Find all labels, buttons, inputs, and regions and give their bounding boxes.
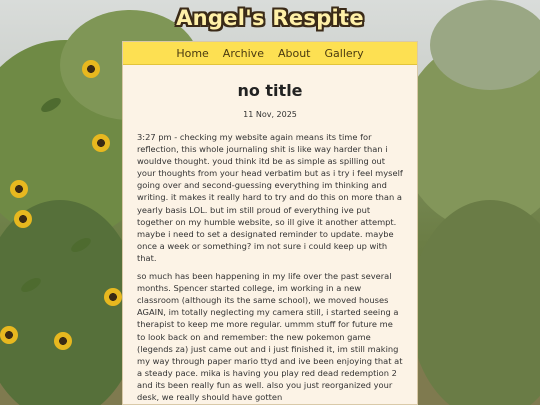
nav-home-link[interactable]: Home — [176, 46, 209, 60]
sunflower-icon — [10, 180, 28, 198]
site-title: Angel's Respite — [176, 6, 364, 30]
nav-gallery-link[interactable]: Gallery — [324, 46, 364, 60]
nav-about-link[interactable]: About — [277, 46, 311, 60]
sunflower-icon — [82, 60, 100, 78]
post-title: no title — [237, 81, 303, 100]
post-body — [123, 131, 417, 403]
post-date: 11 Nov, 2025 — [243, 110, 297, 119]
sunflower-icon — [92, 134, 110, 152]
sunflower-icon — [104, 288, 122, 306]
post-paragraph: 3:27 pm - checking my website again means its time for reflection, this whole journaling shit is like way harder than i wouldve thought. youd think itd be as simple as spilling out your thoughts from your head verbatim but as i try i feel myself going over and second-guessing everything im thinking and writing. it makes it really hard to try and do this on more than a yearly basis LOL. but im still proud of everything ive put together on my humble website, so ill give it another attempt. maybe i need to set a designated reminder to update. maybe once a week or something? im not sure i could keep up with that. — [137, 132, 403, 263]
nav-archive-link[interactable]: Archive — [222, 46, 264, 60]
content-card — [122, 41, 418, 405]
nav-bar — [123, 42, 417, 65]
sunflower-icon — [54, 332, 72, 350]
shrub — [410, 200, 540, 405]
post-paragraph: so much has been happening in my life over the past several months. Spencer started college, im working in a new classroom (although its the same school), we moved houses AGAIN, im totally neglecting my camera still, i started seeing a therapist to keep me more regular. ummm stuff for future me to look back on and remember: the new pokemon game (legends za) just came out and i just finished it, im still making my way through paper mario ttyd and ive been enjoying that at a steady pace. mika is having you play red dead redemption 2 and its been really fun as well. also you just reorganized your desk, we really should have gotten — [137, 271, 403, 402]
sunflower-icon — [14, 210, 32, 228]
sunflower-icon — [0, 326, 18, 344]
